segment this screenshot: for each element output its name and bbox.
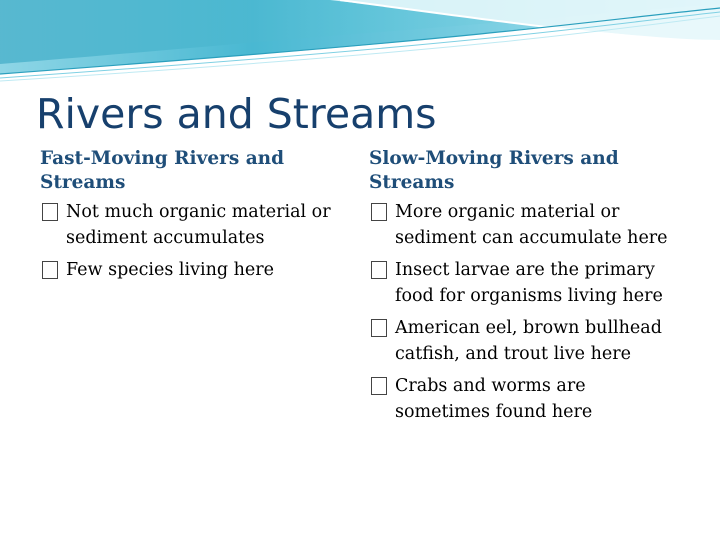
- bullet-box-icon: [371, 261, 387, 279]
- list-item: [369, 199, 684, 251]
- slow-moving-list: [369, 199, 684, 425]
- list-item-text: More organic material or sediment can accumulate here: [395, 202, 668, 248]
- list-item: [369, 373, 684, 425]
- list-item-text: Insect larvae are the primary food for organisms living here: [395, 260, 663, 306]
- right-column: [369, 147, 684, 431]
- list-item-text: American eel, brown bullhead catfish, and trout live here: [395, 318, 662, 364]
- bullet-box-icon: [371, 203, 387, 221]
- header-wave-decoration: [0, 0, 720, 90]
- bullet-box-icon: [42, 261, 58, 279]
- list-item-text: Not much organic material or sediment accumulates: [66, 202, 331, 248]
- bullet-box-icon: [371, 377, 387, 395]
- list-item-text: Crabs and worms are sometimes found here: [395, 376, 593, 422]
- left-column: [40, 147, 360, 289]
- slow-moving-heading: Slow-Moving Rivers and Streams: [369, 148, 619, 193]
- fast-moving-list: [40, 199, 360, 283]
- bullet-box-icon: [371, 319, 387, 337]
- bullet-box-icon: [42, 203, 58, 221]
- list-item: [369, 315, 684, 367]
- slide-title: Rivers and Streams: [36, 90, 437, 138]
- list-item-text: Few species living here: [66, 260, 274, 280]
- list-item: [369, 257, 684, 309]
- list-item: [40, 257, 360, 283]
- list-item: [40, 199, 360, 251]
- fast-moving-heading: Fast-Moving Rivers and Streams: [40, 148, 285, 193]
